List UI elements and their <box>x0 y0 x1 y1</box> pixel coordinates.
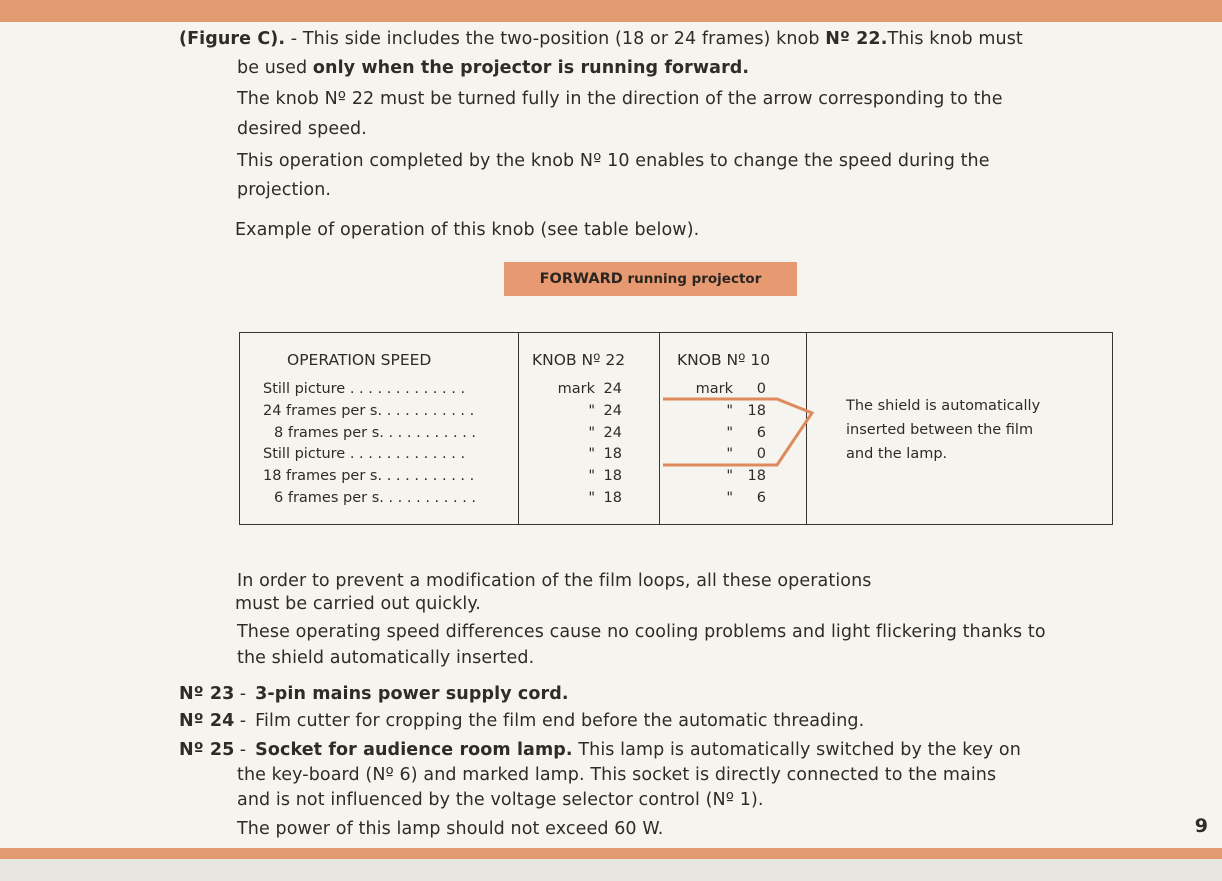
item-number: Nº 25 <box>179 740 235 760</box>
item-text: This lamp is automatically switched by the key on <box>578 740 1021 760</box>
shield-note <box>846 394 1040 466</box>
item-text: Film cutter for cropping the film end before the automatic threading. <box>255 711 865 731</box>
body-p1-line-2: must be carried out quickly. <box>235 594 481 614</box>
body-p2-line-2: the shield automatically inserted. <box>237 648 535 668</box>
operation-cell: 24 frames per s. . . . . . . . . . . <box>263 402 475 419</box>
knob10-value-cell: 0 <box>756 381 766 397</box>
intro-text: - This side includes the two-position (18 or 24 frames) knob <box>285 29 826 49</box>
knob22-value-cell: 24 <box>603 381 622 397</box>
knob10-value-cell: 6 <box>756 490 766 506</box>
knob22-value-cell: 18 <box>603 490 622 506</box>
intro-text-end: This knob must <box>887 29 1023 49</box>
knob22-value-cell: 18 <box>603 446 622 463</box>
knob22-mark-cell: " <box>588 446 595 463</box>
item-title: Socket for audience room lamp. <box>255 740 573 760</box>
header-knob-22: KNOB Nº 22 <box>532 351 626 369</box>
top-color-band <box>0 0 1222 22</box>
item-number: Nº 24 <box>179 711 235 731</box>
item-dash: - <box>239 740 247 760</box>
operation-cell: 6 frames per s. . . . . . . . . . . <box>274 490 477 506</box>
bottom-color-band <box>0 848 1222 859</box>
banner-bold: FORWARD <box>539 271 623 287</box>
operation-cell: Still picture . . . . . . . . . . . . . <box>263 381 466 397</box>
knob22-mark-cell: " <box>588 424 595 441</box>
shield-note-line: and the lamp. <box>846 446 948 462</box>
intro-text: be used <box>237 58 313 78</box>
knob10-value-cell: 0 <box>756 446 766 463</box>
item-dash: - <box>239 684 247 704</box>
para2-line-2: desired speed. <box>237 119 367 139</box>
item-dash: - <box>239 711 247 731</box>
forward-banner <box>504 262 797 296</box>
item-25-line-3: and is not influenced by the voltage selector control (Nº 1). <box>237 790 764 810</box>
knob10-mark-cell: " <box>726 402 733 419</box>
intro-line-1 <box>179 28 1023 50</box>
knob10-value-cell: 18 <box>747 402 766 419</box>
knob10-mark-cell: " <box>726 424 733 441</box>
knob22-mark-cell: " <box>588 402 595 419</box>
knob10-value-cell: 6 <box>756 424 766 441</box>
operation-cell: 18 frames per s. . . . . . . . . . . <box>263 468 475 485</box>
figure-reference: (Figure C). <box>179 29 286 49</box>
item-number: Nº 23 <box>179 684 235 704</box>
item-23 <box>179 683 569 705</box>
knob10-mark-cell: mark <box>695 381 733 397</box>
para2-line-1: The knob Nº 22 must be turned fully in the direction of the arrow corresponding to the <box>237 89 1003 109</box>
knob10-mark-cell: " <box>726 468 733 485</box>
intro-emphasis: only when the projector is running forward. <box>312 58 750 78</box>
knob22-value-cell: 18 <box>603 468 622 485</box>
knob22-value-cell: 24 <box>603 424 622 441</box>
knob22-value-cell: 24 <box>603 402 622 419</box>
para4: Example of operation of this knob (see table below). <box>235 220 700 240</box>
banner-text: running projector <box>622 271 762 287</box>
para3-line-2: projection. <box>237 180 332 200</box>
knob22-mark-cell: mark <box>557 381 595 397</box>
knob22-mark-cell: " <box>588 490 595 506</box>
shield-note-line: inserted between the film <box>846 422 1034 438</box>
operation-cell: 8 frames per s. . . . . . . . . . . <box>274 424 477 441</box>
para3-line-1: This operation completed by the knob Nº 10 enables to change the speed during the <box>237 151 990 171</box>
knob10-mark-cell: " <box>726 446 733 463</box>
knob10-mark-cell: " <box>726 490 733 506</box>
shield-note-line: The shield is automatically <box>846 398 1041 414</box>
item-25-line-4: The power of this lamp should not exceed 60 W. <box>237 819 664 839</box>
body-p2-line-1: These operating speed differences cause no cooling problems and light flickering thanks to <box>237 622 1046 642</box>
page-number: 9 <box>1194 815 1208 837</box>
page-margin <box>0 859 1222 881</box>
item-24 <box>179 710 864 732</box>
body-p1-line-1: In order to prevent a modification of the film loops, all these operations <box>237 571 872 591</box>
item-25-line-2: the key-board (Nº 6) and marked lamp. This socket is directly connected to the mains <box>237 765 997 785</box>
header-knob-10: KNOB Nº 10 <box>677 351 771 369</box>
operation-cell: Still picture . . . . . . . . . . . . . <box>263 446 466 463</box>
knob22-mark-cell: " <box>588 468 595 485</box>
knob-reference: Nº 22. <box>825 29 888 49</box>
item-title: 3-pin mains power supply cord. <box>255 684 569 704</box>
knob10-value-cell: 18 <box>747 468 766 485</box>
header-operation-speed: OPERATION SPEED <box>287 351 432 369</box>
speed-table <box>239 332 1113 525</box>
intro-line-2 <box>237 57 749 79</box>
item-25 <box>179 739 1021 761</box>
